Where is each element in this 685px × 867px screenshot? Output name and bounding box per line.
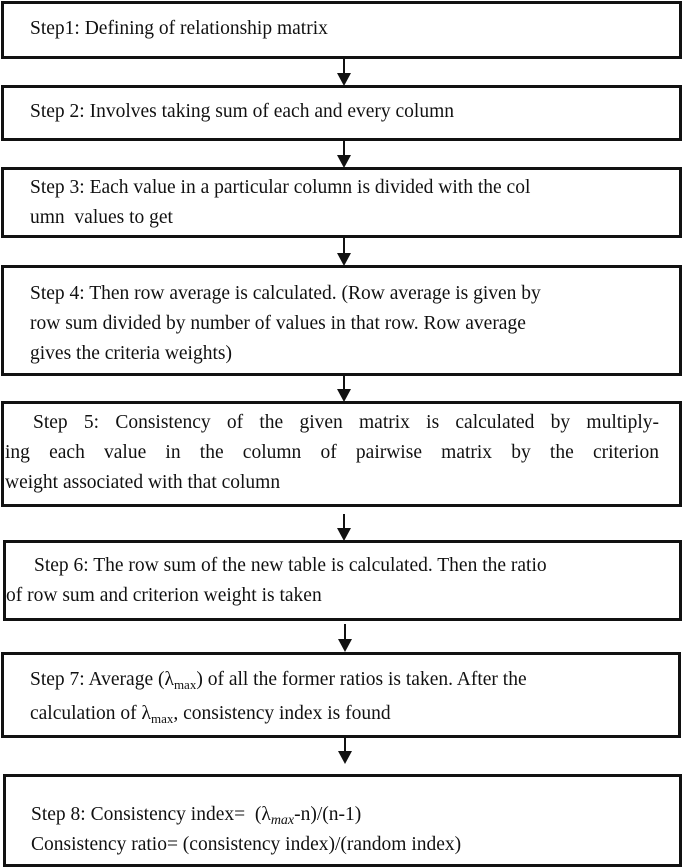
step-8-line-2: Consistency ratio= (consistency index)/(random index) — [31, 834, 462, 855]
step-4-line-1: Step 4: Then row average is calculated. (Row average is given by — [30, 283, 541, 304]
step-6-line-1: Step 6: The row sum of the new table is calculated. Then the ratio — [34, 555, 547, 576]
step-6-box — [3, 540, 682, 621]
step-3-line-2: umn values to get — [30, 207, 173, 228]
arrow-7-icon — [338, 736, 352, 764]
step-2-text: Step 2: Involves taking sum of each and every column — [30, 101, 455, 122]
step-3-box — [1, 167, 682, 238]
step-1-text: Step1: Defining of relationship matrix — [30, 18, 328, 39]
step-5-line-1: Step 5: Consistency of the given matrix is calculated by multiply- — [33, 412, 659, 433]
arrow-1-icon — [337, 59, 351, 86]
step-4-line-2: row sum divided by number of values in that row. Row average — [30, 313, 526, 334]
arrow-2-icon — [337, 141, 351, 168]
step-1-box — [1, 1, 682, 59]
arrow-5-icon — [337, 514, 351, 541]
step-4-line-3: gives the criteria weights) — [30, 343, 232, 364]
arrow-6-icon — [338, 624, 352, 652]
step-6-text — [6, 551, 659, 611]
step-4-box — [1, 265, 682, 376]
step-4-text — [30, 279, 659, 369]
arrow-4-icon — [337, 376, 351, 402]
step-5-line-3: weight associated with that column — [5, 472, 281, 493]
step-7-text — [30, 665, 658, 729]
step-6-line-2: of row sum and criterion weight is taken — [6, 585, 322, 606]
step-8-box — [3, 774, 682, 867]
step-8-text — [31, 800, 659, 860]
step-2-box — [1, 85, 682, 141]
step-7-box — [1, 652, 681, 738]
step-8-line-1: Step 8: Consistency index= $(\lambda_{max}-n)/(n-1)$ — [31, 804, 362, 828]
step-3-line-1: Step 3: Each value in a particular column is divided with the col — [30, 177, 531, 198]
step-5-text — [5, 408, 659, 498]
arrow-3-icon — [337, 238, 351, 266]
step-5-line-2: ing each value in the column of pairwise matrix by the criterion — [5, 442, 659, 463]
step-5-box — [1, 401, 682, 507]
step-7-line-2: calculation of $\lambda_{max}$, consistency index is found — [30, 703, 391, 726]
step-7-line-1: Step 7: Average $(\lambda_{max})$ of all the former ratios is taken. After the — [30, 669, 527, 692]
step-3-text — [30, 173, 659, 233]
